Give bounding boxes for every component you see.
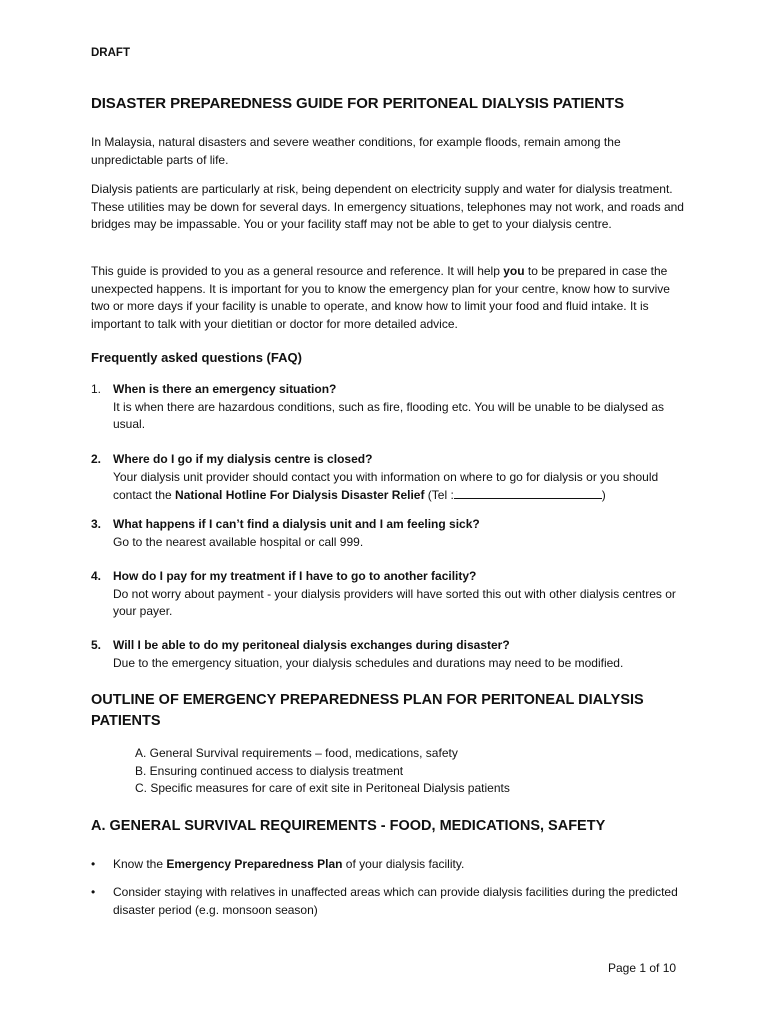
- outline-item-a: A. General Survival requirements – food, medications, safety: [135, 746, 458, 760]
- outline-item-c: C. Specific measures for care of exit site in Peritoneal Dialysis patients: [135, 781, 510, 795]
- faq-answer: Go to the nearest available hospital or call 999.: [113, 534, 364, 549]
- faq-answer: Due to the emergency situation, your dialysis schedules and durations may need to be modified.: [113, 655, 624, 670]
- bullet-item-2: [91, 884, 691, 919]
- faq-question: Will I be able to do my peritoneal dialysis exchanges during disaster?: [113, 638, 510, 652]
- outline-list: [135, 745, 510, 798]
- intro-p3-text-end: to be prepared in case the unexpected happens. It is important for you to know the emergency plan for your centre, know how to survive two or more days if your facility is unable to operate, and know how to limit your food and fluid intake. It is important to talk with your dietitian or doctor for more detailed advice.: [91, 264, 670, 331]
- faq-number: 3.: [91, 517, 102, 531]
- faq-question: When is there an emergency situation?: [113, 382, 337, 396]
- faq-number: 4.: [91, 569, 102, 583]
- faq-item-3: [91, 516, 691, 551]
- bullet-1-text-start: Know the: [113, 857, 167, 871]
- bullet-1-emphasis: Emergency Preparedness Plan: [166, 857, 343, 871]
- bullet-icon: •: [91, 857, 96, 871]
- hotline-tel-close: ): [601, 488, 606, 502]
- draft-label: DRAFT: [91, 47, 130, 59]
- bullet-text: Consider staying with relatives in unaffected areas which can provide dialysis facilities during the predicted disaster period (e.g. monsoon season): [113, 885, 678, 917]
- outline-heading: OUTLINE OF EMERGENCY PREPAREDNESS PLAN FOR PERITONEAL DIALYSIS PATIENTS: [91, 692, 644, 729]
- faq-answer: Do not worry about payment - your dialysis providers will have sorted this out with other dialysis centres or your payer.: [113, 586, 676, 618]
- bullet-icon: •: [91, 885, 96, 899]
- hotline-tel-label: (Tel :: [424, 488, 454, 502]
- faq-item-1: [91, 381, 691, 434]
- faq-item-2: [91, 451, 691, 505]
- faq-question: Where do I go if my dialysis centre is closed?: [113, 452, 373, 466]
- tel-blank-line: [454, 486, 602, 499]
- faq-question: What happens if I can’t find a dialysis unit and I am feeling sick?: [113, 517, 480, 531]
- faq-number: 1.: [91, 382, 102, 396]
- faq-number: 5.: [91, 638, 102, 652]
- bullet-1-text-end: of your dialysis facility.: [342, 857, 465, 871]
- bullet-item-1: [91, 856, 691, 874]
- faq-answer-text: Your dialysis unit provider should contact you with information on where to go for dialysis or you should contact the: [113, 469, 659, 502]
- page-title: DISASTER PREPAREDNESS GUIDE FOR PERITONEAL DIALYSIS PATIENTS: [91, 95, 624, 112]
- bullet-text: [113, 856, 691, 874]
- intro-p3-text-start: This guide is provided to you as a general resource and reference. It will help: [91, 264, 504, 278]
- faq-number: 2.: [91, 452, 102, 466]
- page-number: Page 1 of 10: [608, 961, 677, 975]
- intro-p3-emphasis: you: [503, 264, 525, 278]
- intro-paragraph-2: Dialysis patients are particularly at risk, being dependent on electricity supply and water for dialysis treatment. These utilities may be down for several days. In emergency situations, telephones may not work, and roads and bridges may be impassable. You or your facility staff may not be able to get to your dialysis centre.: [91, 182, 684, 231]
- intro-paragraph-1: In Malaysia, natural disasters and severe weather conditions, for example floods, remain among the unpredictable parts of life.: [91, 135, 621, 167]
- faq-answer: It is when there are hazardous conditions, such as fire, flooding etc. You will be unable to be dialysed as usual.: [113, 399, 665, 431]
- intro-paragraph-3: [91, 263, 691, 333]
- section-a-heading: A. GENERAL SURVIVAL REQUIREMENTS - FOOD, MEDICATIONS, SAFETY: [91, 818, 606, 834]
- hotline-name: National Hotline For Dialysis Disaster Relief: [175, 488, 425, 502]
- faq-item-5: [91, 637, 691, 672]
- faq-question: How do I pay for my treatment if I have to go to another facility?: [113, 569, 477, 583]
- outline-item-b: B. Ensuring continued access to dialysis treatment: [135, 763, 404, 778]
- faq-heading: Frequently asked questions (FAQ): [91, 350, 302, 365]
- faq-answer: [113, 469, 691, 505]
- faq-item-4: [91, 568, 691, 621]
